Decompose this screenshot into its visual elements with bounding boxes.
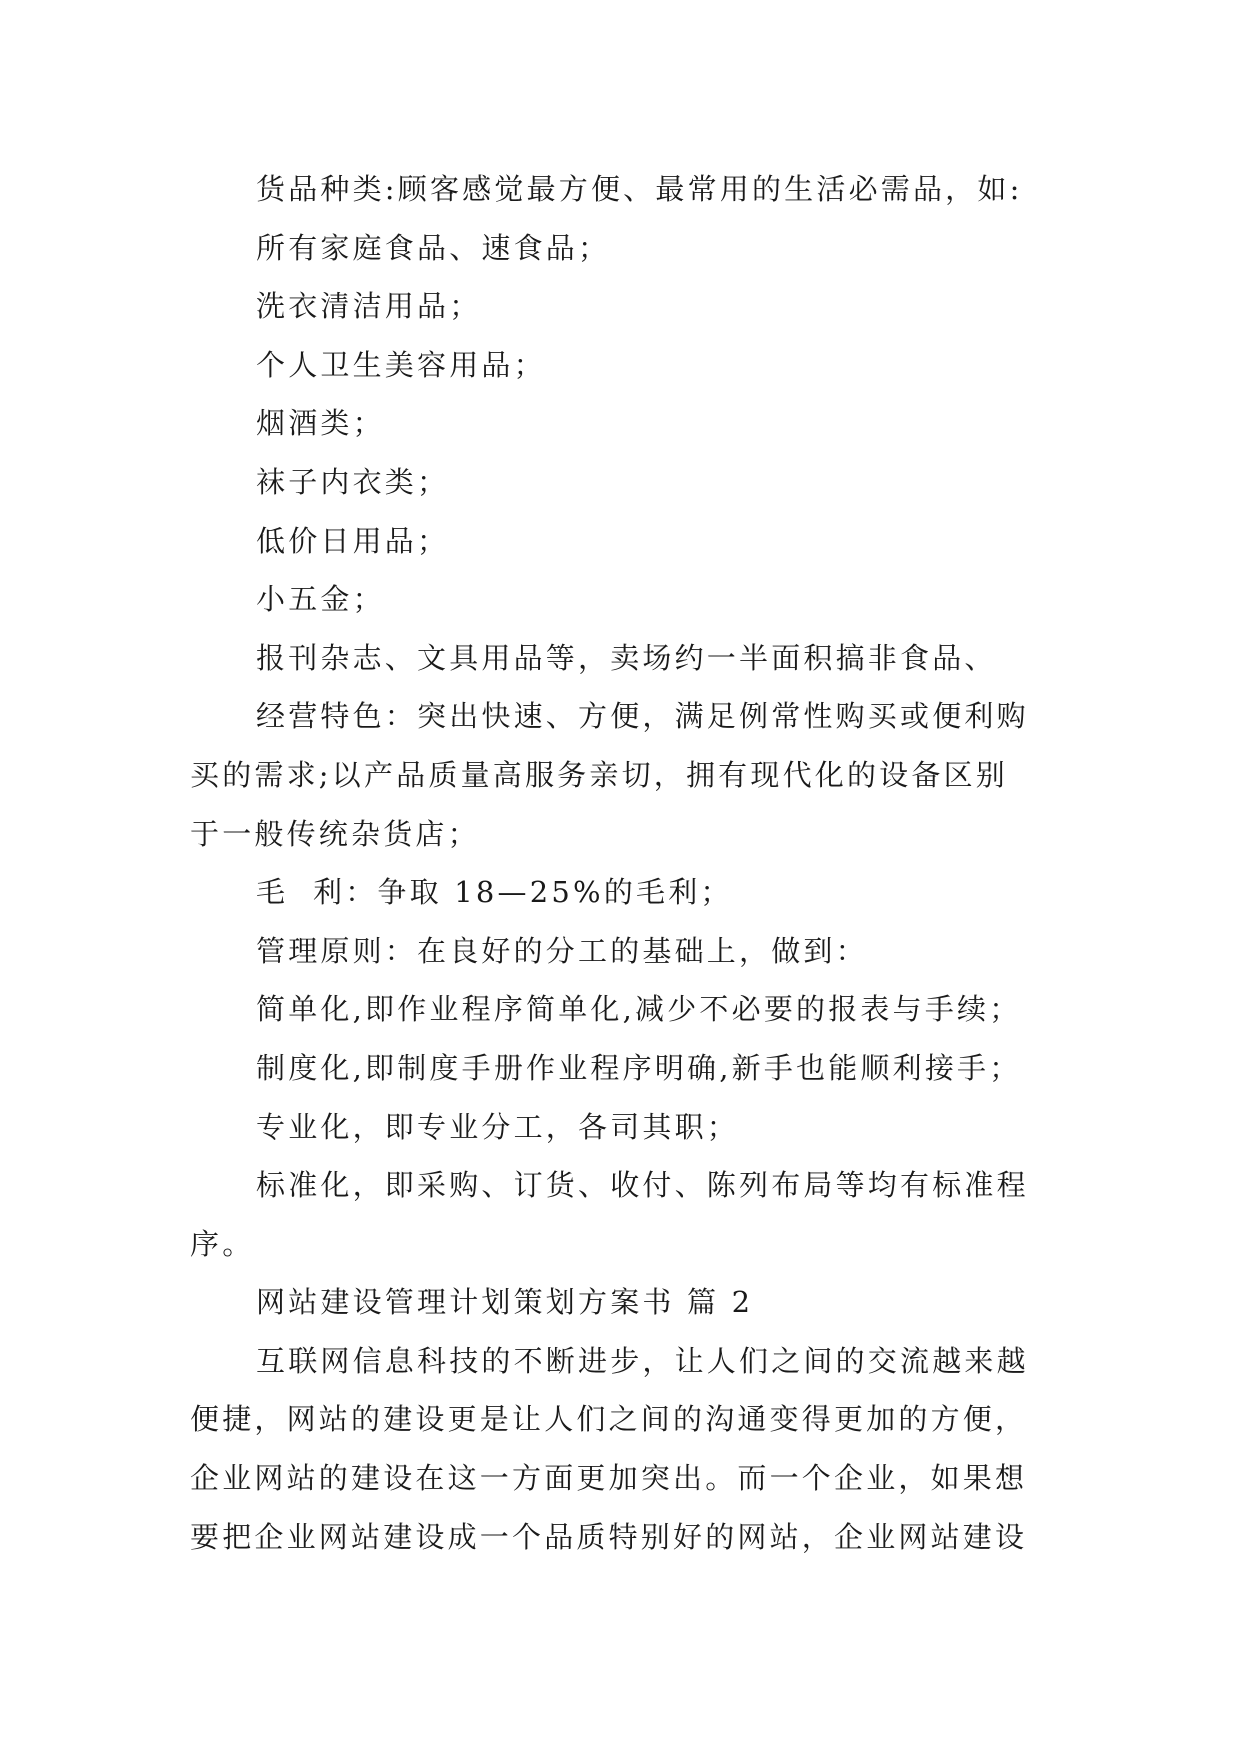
text-line: 互联网信息科技的不断进步，让人们之间的交流越来越 [256, 1343, 1029, 1378]
text-line: 买的需求;以产品质量高服务亲切，拥有现代化的设备区别 [190, 757, 1008, 792]
text-line: 报刊杂志、文具用品等，卖场约一半面积搞非食品、 [256, 640, 997, 675]
text-line: 经营特色：突出快速、方便，满足例常性购买或便利购 [256, 699, 1029, 734]
text-line: 专业化，即专业分工，各司其职； [256, 1109, 740, 1144]
text-line: 管理原则：在良好的分工的基础上，做到： [256, 933, 868, 968]
text-line: 毛 利：争取 18—25%的毛利； [256, 875, 733, 910]
text-line: 货品种类:顾客感觉最方便、最常用的生活必需品，如: [256, 172, 1023, 206]
text-line: 制度化,即制度手册作业程序明确,新手也能顺利接手； [256, 1050, 1022, 1085]
document-body [190, 160, 1058, 1566]
text-line: 企业网站的建设在这一方面更加突出。而一个企业，如果想 [190, 1461, 1028, 1496]
text-line: 简单化,即作业程序简单化,减少不必要的报表与手续； [256, 992, 1022, 1027]
text-line: 便捷，网站的建设更是让人们之间的沟通变得更加的方便， [190, 1402, 1028, 1437]
text-line: 要把企业网站建设成一个品质特别好的网站，企业网站建设 [190, 1519, 1028, 1554]
text-line: 袜子内衣类； [256, 464, 450, 499]
text-line: 小五金； [256, 582, 385, 617]
text-line: 低价日用品； [256, 523, 450, 558]
section-heading: 网站建设管理计划策划方案书 篇 2 [256, 1285, 754, 1320]
text-line: 洗衣清洁用品； [256, 289, 482, 324]
text-line: 个人卫生美容用品； [256, 347, 546, 382]
text-line: 于一般传统杂货店； [190, 816, 480, 851]
text-line: 标准化，即采购、订货、收付、陈列布局等均有标准程 [256, 1168, 1029, 1203]
text-line: 所有家庭食品、速食品； [256, 230, 611, 265]
text-line: 序。 [190, 1226, 255, 1261]
text-line: 烟酒类； [256, 406, 385, 441]
